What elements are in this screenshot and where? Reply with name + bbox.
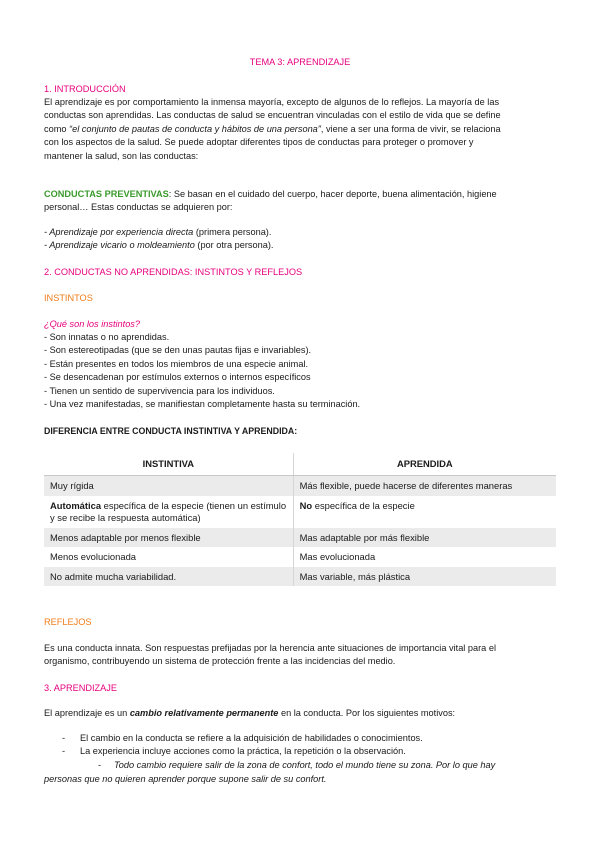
list-item: - Una vez manifestadas, se manifiestan completamente hasta su terminación.: [44, 399, 361, 410]
section-3-heading: 3. APRENDIZAJE: [44, 683, 118, 693]
table-cell: Mas adaptable por más flexible: [293, 528, 556, 548]
table-cell: Automática específica de la especie (tienen un estímulo y se recibe la respuesta automática): [50, 499, 287, 523]
page-title: TEMA 3: APRENDIZAJE: [249, 57, 351, 67]
preventivas-list: [44, 226, 556, 253]
table-cell: Mas variable, más plástica: [293, 567, 556, 587]
intro-line-1: El aprendizaje es por comportamiento la inmensa mayoría, excepto de algunos de lo reflejos. La mayoría de las: [44, 97, 500, 107]
aprendizaje-intro: El aprendizaje es un cambio relativamente permanente en la conducta. Por los siguientes motivos:: [44, 708, 456, 718]
instintos-heading: INSTINTOS: [44, 293, 93, 303]
intro-paragraph: [44, 96, 556, 163]
table-header-aprendida: APRENDIDA: [293, 453, 556, 476]
table-cell: Más flexible, puede hacerse de diferentes maneras: [293, 476, 556, 496]
list-item: - Se desencadenan por estímulos externos o internos específicos: [44, 372, 311, 383]
list-item: - Tienen un sentido de supervivencia para los individuos.: [44, 385, 275, 396]
list-item: - Son innatas o no aprendidas.: [44, 332, 170, 342]
instintos-list: [44, 331, 556, 411]
list-item: - Aprendizaje vicario o moldeamiento (por otra persona).: [44, 240, 274, 251]
section-1-heading: 1. INTRODUCCIÓN: [44, 84, 126, 94]
list-item: - Aprendizaje por experiencia directa (primera persona).: [44, 227, 272, 237]
table-row: [44, 476, 556, 496]
intro-line-3-post: , viene a ser una forma de vivir, se relaciona: [320, 123, 501, 134]
intro-line-2: conductas son aprendidas. Las conductas de salud se encuentran vinculadas con el estilo de vida que se define: [44, 110, 501, 121]
table-cell: No específica de la especie: [293, 496, 556, 528]
intro-quote: “el conjunto de pautas de conducta y hábitos de una persona”: [69, 123, 321, 134]
intro-line-4: con los aspectos de la salud. Se puede adoptar diferentes tipos de conductas para proteger o promover y: [44, 137, 474, 148]
sub-item-line-2: personas que no quieren aprender porque supone salir de su confort.: [44, 774, 327, 784]
reflejos-paragraph: Es una conducta innata. Son respuestas prefijadas por la herencia ante situaciones de importancia vital para el organismo, contribuyendo un sistema de protección frente a las incidencias del medio.: [44, 643, 496, 667]
table-cell: Menos adaptable por menos flexible: [44, 528, 293, 548]
section-2-heading: 2. CONDUCTAS NO APRENDIDAS: INSTINTOS Y REFLEJOS: [44, 267, 303, 277]
table-row: [44, 496, 556, 528]
intro-line-3-pre: como: [44, 123, 70, 134]
table-row: [44, 567, 556, 587]
comparison-table: [44, 453, 556, 586]
table-cell: No admite mucha variabilidad.: [44, 567, 293, 587]
reflejos-heading: REFLEJOS: [44, 617, 92, 627]
list-item: El cambio en la conducta se refiere a la adquisición de habilidades o conocimientos.: [80, 733, 423, 743]
preventivas-label: CONDUCTAS PREVENTIVAS: [44, 189, 169, 199]
table-cell: Menos evolucionada: [50, 551, 136, 562]
intro-line-5: mantener la salud, son las conductas:: [44, 150, 199, 161]
table-row: [44, 547, 556, 567]
table-cell: Muy rígida: [44, 476, 293, 496]
preventivas-text-1: : Se basan en el cuidado del cuerpo, hacer deporte, buena alimentación, higiene: [168, 189, 497, 199]
instintos-question: ¿Qué son los instintos?: [44, 319, 141, 329]
sub-bullet-dash: -: [98, 760, 102, 770]
list-item: - Están presentes en todos los miembros de una especie animal.: [44, 358, 309, 369]
list-item: - Son estereotipadas (que se den unas pautas fijas e invariables).: [44, 345, 312, 356]
table-cell: Mas evolucionada: [293, 547, 556, 567]
table-header-instintiva: INSTINTIVA: [44, 453, 293, 476]
intro-line-3: [44, 123, 556, 136]
preventivas-text-2: personal… Estas conductas se adquieren por:: [44, 202, 233, 213]
preventivas-paragraph: [44, 188, 556, 215]
sub-item-line-1: Todo cambio requiere salir de la zona de confort, todo el mundo tiene su zona. Por lo que hay: [114, 760, 496, 770]
bullet-dash: -: [62, 733, 66, 743]
bullet-dash: -: [62, 746, 66, 756]
list-item: La experiencia incluye acciones como la práctica, la repetición o la observación.: [80, 746, 406, 756]
table-row: [44, 528, 556, 548]
diferencia-heading: DIFERENCIA ENTRE CONDUCTA INSTINTIVA Y APRENDIDA:: [44, 426, 298, 436]
